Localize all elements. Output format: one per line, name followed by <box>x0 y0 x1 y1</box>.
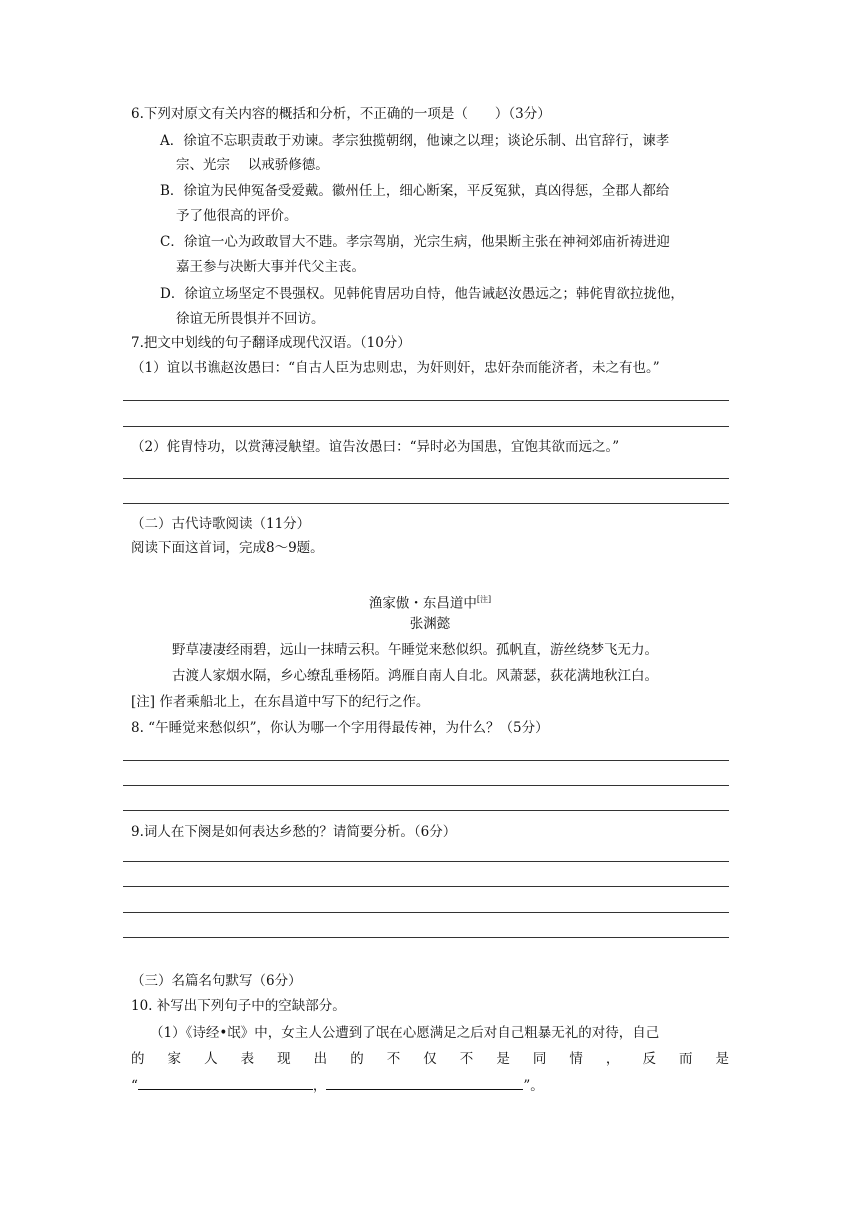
q7-sentence-2: （2）侂胄恃功，以赏薄浸觖望。谊告汝愚曰：“异时必为国患，宜饱其欲而远之。” <box>131 439 620 455</box>
q10-blank-row <box>131 1075 544 1096</box>
spread-char: 情 <box>569 1051 583 1067</box>
q10-stem: 10. 补写出下列句子中的空缺部分。 <box>131 998 346 1014</box>
spread-char: 反 <box>642 1051 656 1067</box>
answer-line[interactable] <box>123 400 729 401</box>
poem-note-mark: [注] <box>476 595 492 604</box>
q6-option-c-line1: C．徐谊一心为政敢冒大不韪。孝宗驾崩，光宗生病，他果断主张在神祠郊庙祈祷进迎 <box>160 234 670 250</box>
q9-stem: 9.词人在下阕是如何表达乡愁的？请简要分析。（6分） <box>131 824 457 840</box>
spread-char: 人 <box>204 1051 218 1067</box>
section-2-intro: 阅读下面这首词，完成8～9题。 <box>131 540 324 556</box>
q7-sentence-1: （1）谊以书谯赵汝愚曰：“自古人臣为忠则忠，为奸则奸，忠奸杂而能济者，未之有也。” <box>131 360 660 376</box>
q10-sentence-1-line1: （1）《诗经•氓》中，女主人公遭到了氓在心愿满足之后对自己粗暴无礼的对待，自己 <box>150 1025 660 1041</box>
poem-note: [注] 作者乘船北上，在东昌道中写下的纪行之作。 <box>131 694 430 710</box>
spread-text <box>131 1049 729 1069</box>
poem-line-1: 野草凄凄经雨碧，远山一抹晴云积。午睡觉来愁似织。孤帆直，游丝绕梦飞无力。 <box>172 642 658 658</box>
q6-option-d-line2: 徐谊无所畏惧并不回访。 <box>176 311 325 327</box>
q6-stem: 6.下列对原文有关内容的概括和分析，不正确的一项是（ ）（3分） <box>131 106 551 122</box>
answer-line[interactable] <box>123 886 729 887</box>
q6-option-c-line2: 嘉王参与决断大事并代父主丧。 <box>176 259 365 275</box>
answer-line[interactable] <box>123 503 729 504</box>
comma: ， <box>312 1078 327 1094</box>
answer-line[interactable] <box>123 785 729 786</box>
spread-char: 表 <box>240 1051 255 1067</box>
poem-author: 张渊懿 <box>409 616 451 632</box>
q6-option-a-line1: A．徐谊不忘职责敢于劝谏。孝宗独揽朝纲，他谏之以理；谈论乐制、出官辞行，谏孝 <box>160 133 670 149</box>
poem-line-2: 古渡人家烟水隔，乡心缭乱垂杨陌。鸿雁自南人自北。风萧瑟，荻花满地秋江白。 <box>172 668 658 684</box>
q7-stem: 7.把文中划线的句子翻译成现代汉语。（10分） <box>131 335 411 351</box>
fill-blank-1[interactable] <box>138 1075 313 1090</box>
fill-blank-2[interactable] <box>326 1075 523 1090</box>
spread-char: 出 <box>313 1051 328 1067</box>
close-quote: ”。 <box>523 1078 544 1094</box>
answer-line[interactable] <box>123 810 729 811</box>
spread-char: 不 <box>386 1051 401 1067</box>
spread-char: 的 <box>131 1051 145 1067</box>
answer-line[interactable] <box>123 937 729 938</box>
spread-char: 是 <box>496 1051 510 1067</box>
spread-char: 同 <box>532 1051 547 1067</box>
spread-char: 家 <box>167 1051 182 1067</box>
spread-char: 仅 <box>423 1051 437 1067</box>
q6-option-b-line1: B．徐谊为民伸冤备受爱戴。徽州任上，细心断案，平反冤狱，真凶得惩，全郡人都给 <box>160 183 670 199</box>
spread-char: 而 <box>678 1051 693 1067</box>
poem-title <box>0 590 860 614</box>
q6-option-a-line2: 宗、光宗 以戒骄修德。 <box>176 157 329 173</box>
answer-line[interactable] <box>123 760 729 761</box>
spread-char: 是 <box>715 1051 729 1067</box>
answer-line[interactable] <box>123 861 729 862</box>
section-3-title: （三）名篇名句默写（6分） <box>131 973 302 989</box>
answer-line[interactable] <box>123 426 729 427</box>
answer-line[interactable] <box>123 478 729 479</box>
section-2-title: （二）古代诗歌阅读（11分） <box>131 516 311 532</box>
q10-sentence-1-line2 <box>131 1049 729 1069</box>
q6-option-d-line1: D．徐谊立场坚定不畏强权。见韩侂胄居功自恃，他告诫赵汝愚远之；韩侂胄欲拉拢他， <box>160 286 684 302</box>
spread-char: 的 <box>350 1051 364 1067</box>
open-quote: “ <box>131 1078 138 1094</box>
spread-char: 不 <box>459 1051 474 1067</box>
answer-line[interactable] <box>123 912 729 913</box>
q8-stem: 8. “午睡觉来愁似织”，你认为哪一个字用得最传神，为什么？（5分） <box>131 720 549 736</box>
spread-char: ， <box>605 1051 620 1067</box>
spread-char: 现 <box>277 1051 291 1067</box>
poem-title-text: 渔家傲・东昌道中 <box>368 595 477 612</box>
q6-option-b-line2: 予了他很高的评价。 <box>176 208 298 224</box>
